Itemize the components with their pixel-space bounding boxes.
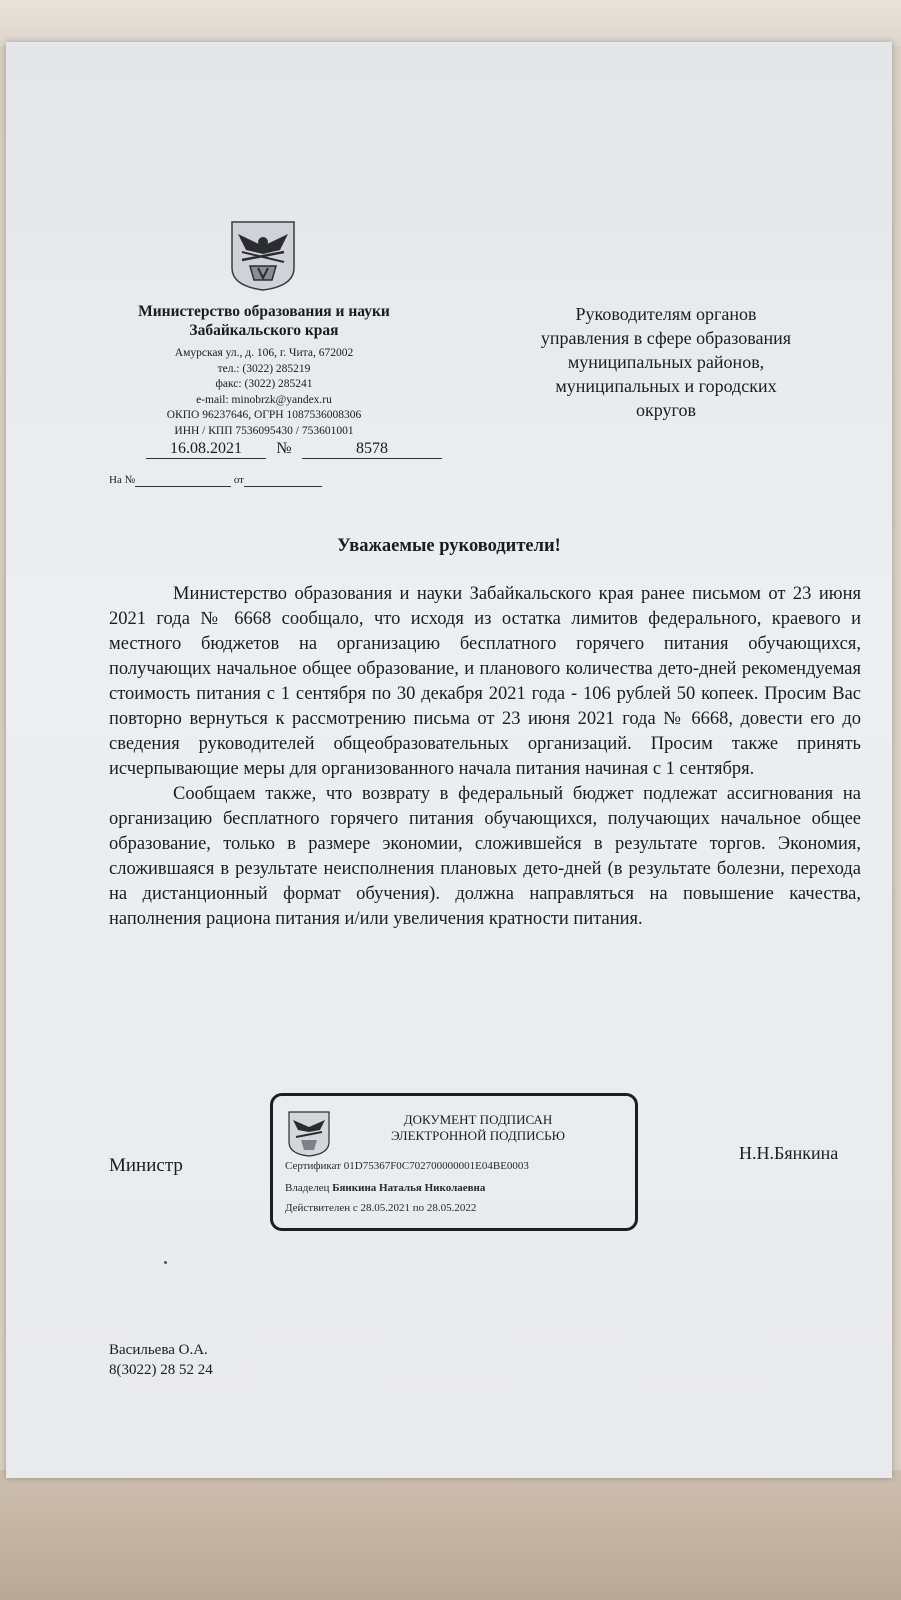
registration-line [146,440,456,459]
phone: тел.: (3022) 285219 [217,362,311,375]
recipient-line1: Руководителям органов [575,304,757,324]
sender-block [84,302,444,439]
signature-position: Министр [109,1155,183,1176]
address: Амурская ул., д. 106, г. Чита, 672002 [174,347,354,359]
executor-name: Васильева О.А. [109,1342,208,1358]
background-bottom [0,1470,901,1600]
letter-date: 16.08.2021 [146,440,266,459]
recipient-block [496,302,836,422]
coat-of-arms-icon [228,220,298,292]
org-name-line1: Министерство образования и науки [138,303,390,320]
stamp-title [343,1112,613,1144]
executor-block [109,1340,213,1380]
recipient-line2: управления в сфере образования [540,328,792,348]
paper-speck [164,1261,167,1264]
letter-sheet [6,42,892,1478]
recipient-line4: муниципальных и городских [555,376,777,396]
okpo-ogrn: ОКПО 96237646, ОГРН 1087536008306 [166,409,362,421]
reference-line [109,474,322,487]
stamp-certificate: Сертификат 01D75367F0C702700000001E04BE0003 [285,1160,529,1172]
org-name-line2: Забайкальского края [189,322,339,339]
email: e-mail: minobrzk@yandex.ru [196,393,332,406]
ref-prefix: На № [109,474,136,486]
electronic-signature-stamp [270,1093,638,1231]
stamp-owner-row [285,1182,485,1194]
recipient-line5: округов [636,400,696,420]
letter-number: 8578 [302,440,442,459]
stamp-owner-label: Владелец [285,1182,330,1194]
salutation: Уважаемые руководители! [337,536,561,556]
stamp-owner: Бянкина Наталья Николаевна [332,1182,486,1194]
background-top [0,0,901,46]
letter-body [109,582,861,932]
inn-kpp: ИНН / КПП 7536095430 / 753601001 [174,424,354,437]
number-sign: № [276,440,292,457]
body-paragraph-2: Сообщаем также, что возврату в федеральный бюджет подлежат ассигнования на организацию бесплатного горячего питания обучающихся, получающих начальное общее образование, только в размере экономии, сложившейся в результате торгов. Экономия, сложившаяся в результате неисполнения плановых дето-дней (в результате болезни, перехода на дистанционный формат обучения). должна направляться на повышение качества, наполнения рациона питания и/или увеличения кратности питания. [109,784,861,929]
body-paragraph-1: Министерство образования и науки Забайкальского края ранее письмом от 23 июня 2021 года № 6668 сообщало, что исходя из остатка лимитов федерального, краевого и местного бюджетов на организацию бесплатного горячего питания обучающихся, получающих начальное общее образование, и планового количества дето-дней рекомендуемая стоимость питания с 1 сентября по 30 декабря 2021 года - 106 рублей 50 копеек. Просим Вас повторно вернуться к рассмотрению письма от 23 июня 2021 года № 6668, довести его до сведения руководителей общеобразовательных организаций. Просим также принять исчерпывающие меры для организованного начала питания начиная с 1 сентября. [109,584,861,779]
stamp-title-line1: ДОКУМЕНТ ПОДПИСАН [403,1112,553,1127]
stamp-validity: Действителен с 28.05.2021 по 28.05.2022 [285,1202,477,1214]
recipient-line3: муниципальных районов, [567,352,765,372]
ref-from: от [233,474,244,486]
stamp-title-line2: ЭЛЕКТРОННОЙ ПОДПИСЬЮ [391,1128,565,1143]
signer-name: Н.Н.Бянкина [739,1143,839,1163]
executor-phone: 8(3022) 28 52 24 [109,1362,213,1378]
stamp-emblem-icon [287,1110,331,1158]
fax: факс: (3022) 285241 [215,378,313,390]
